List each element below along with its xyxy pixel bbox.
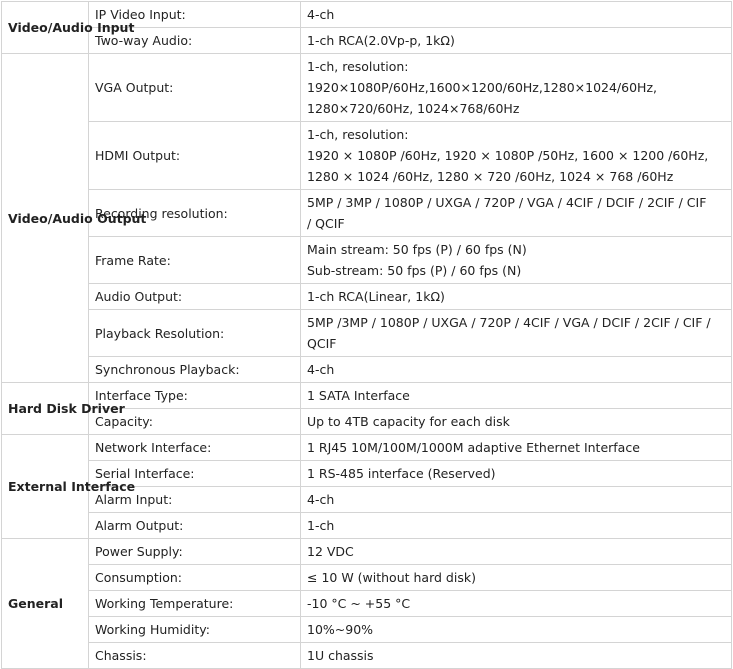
spec-row	[2, 591, 732, 617]
spec-value	[301, 357, 732, 383]
spec-label: Alarm Input:	[89, 487, 301, 513]
spec-row	[2, 190, 732, 237]
spec-table	[1, 1, 732, 669]
spec-row	[2, 28, 732, 54]
spec-label: Capacity:	[89, 409, 301, 435]
spec-row	[2, 435, 732, 461]
spec-row	[2, 565, 732, 591]
spec-label: Consumption:	[89, 565, 301, 591]
spec-row	[2, 54, 732, 122]
spec-label: Synchronous Playback:	[89, 357, 301, 383]
spec-label: Recording resolution:	[89, 190, 301, 237]
spec-value-line: 1U chassis	[307, 648, 374, 663]
spec-value	[301, 435, 732, 461]
spec-value-line: QCIF	[307, 336, 337, 351]
section-category: General	[2, 539, 89, 669]
spec-value	[301, 2, 732, 28]
spec-value	[301, 383, 732, 409]
spec-value-line: Sub-stream: 50 fps (P) / 60 fps (N)	[307, 263, 522, 278]
spec-value-line: 4-ch	[307, 492, 335, 507]
spec-value	[301, 28, 732, 54]
spec-value-line: 1920 × 1080P /60Hz, 1920 × 1080P /50Hz, 1600 × 1200 /60Hz,	[307, 148, 709, 163]
spec-value-line: 1 RS-485 interface (Reserved)	[307, 466, 496, 481]
spec-value	[301, 190, 732, 237]
spec-value-line: 1-ch	[307, 518, 335, 533]
spec-value-line: -10 °C ~ +55 °C	[307, 596, 411, 611]
spec-row	[2, 2, 732, 28]
spec-row	[2, 487, 732, 513]
spec-label: Working Temperature:	[89, 591, 301, 617]
spec-value	[301, 617, 732, 643]
section-category: Video/Audio Output	[2, 54, 89, 383]
spec-label: Audio Output:	[89, 284, 301, 310]
spec-value-line: 1-ch, resolution:	[307, 127, 409, 142]
spec-row	[2, 513, 732, 539]
spec-value-line: 1-ch RCA(2.0Vp-p, 1kΩ)	[307, 33, 455, 48]
section-category: External Interface	[2, 435, 89, 539]
spec-value	[301, 539, 732, 565]
spec-label: Chassis:	[89, 643, 301, 669]
spec-value	[301, 643, 732, 669]
spec-row	[2, 357, 732, 383]
spec-value-line: 1280 × 1024 /60Hz, 1280 × 720 /60Hz, 1024 × 768 /60Hz	[307, 169, 674, 184]
spec-row	[2, 310, 732, 357]
spec-value-line: 4-ch	[307, 362, 335, 377]
spec-label: IP Video Input:	[89, 2, 301, 28]
spec-value-line: 4-ch	[307, 7, 335, 22]
section-category: Video/Audio Input	[2, 2, 89, 54]
spec-label: Working Humidity:	[89, 617, 301, 643]
section-category: Hard Disk Driver	[2, 383, 89, 435]
spec-value	[301, 461, 732, 487]
spec-value	[301, 237, 732, 284]
spec-value	[301, 565, 732, 591]
spec-value	[301, 122, 732, 190]
spec-label: Frame Rate:	[89, 237, 301, 284]
spec-value	[301, 513, 732, 539]
spec-value-line: 1-ch RCA(Linear, 1kΩ)	[307, 289, 445, 304]
spec-value	[301, 409, 732, 435]
spec-label: Two-way Audio:	[89, 28, 301, 54]
spec-value-line: Main stream: 50 fps (P) / 60 fps (N)	[307, 242, 527, 257]
spec-row	[2, 409, 732, 435]
spec-value	[301, 284, 732, 310]
spec-value-line: 1280×720/60Hz, 1024×768/60Hz	[307, 101, 520, 116]
spec-row	[2, 461, 732, 487]
spec-value-line: ≤ 10 W (without hard disk)	[307, 570, 476, 585]
spec-value	[301, 591, 732, 617]
spec-row	[2, 539, 732, 565]
spec-table-body	[2, 2, 732, 669]
spec-value-line: 12 VDC	[307, 544, 354, 559]
spec-value-line: 10%~90%	[307, 622, 374, 637]
spec-value	[301, 487, 732, 513]
spec-row	[2, 237, 732, 284]
spec-row	[2, 122, 732, 190]
spec-label: Serial Interface:	[89, 461, 301, 487]
spec-row	[2, 643, 732, 669]
spec-value	[301, 310, 732, 357]
spec-label: HDMI Output:	[89, 122, 301, 190]
spec-value-line: 1-ch, resolution:	[307, 59, 409, 74]
spec-value-line: 1 RJ45 10M/100M/1000M adaptive Ethernet Interface	[307, 440, 640, 455]
spec-value-line: / QCIF	[307, 216, 345, 231]
spec-label: Playback Resolution:	[89, 310, 301, 357]
spec-value-line: 1 SATA Interface	[307, 388, 410, 403]
spec-label: Interface Type:	[89, 383, 301, 409]
spec-row	[2, 284, 732, 310]
spec-value	[301, 54, 732, 122]
spec-value-line: 1920×1080P/60Hz,1600×1200/60Hz,1280×1024/60Hz,	[307, 80, 657, 95]
spec-label: Alarm Output:	[89, 513, 301, 539]
spec-label: Power Supply:	[89, 539, 301, 565]
spec-value-line: Up to 4TB capacity for each disk	[307, 414, 510, 429]
spec-row	[2, 617, 732, 643]
spec-label: Network Interface:	[89, 435, 301, 461]
spec-label: VGA Output:	[89, 54, 301, 122]
spec-value-line: 5MP /3MP / 1080P / UXGA / 720P / 4CIF / VGA / DCIF / 2CIF / CIF /	[307, 315, 711, 330]
spec-row	[2, 383, 732, 409]
spec-value-line: 5MP / 3MP / 1080P / UXGA / 720P / VGA / 4CIF / DCIF / 2CIF / CIF	[307, 195, 707, 210]
